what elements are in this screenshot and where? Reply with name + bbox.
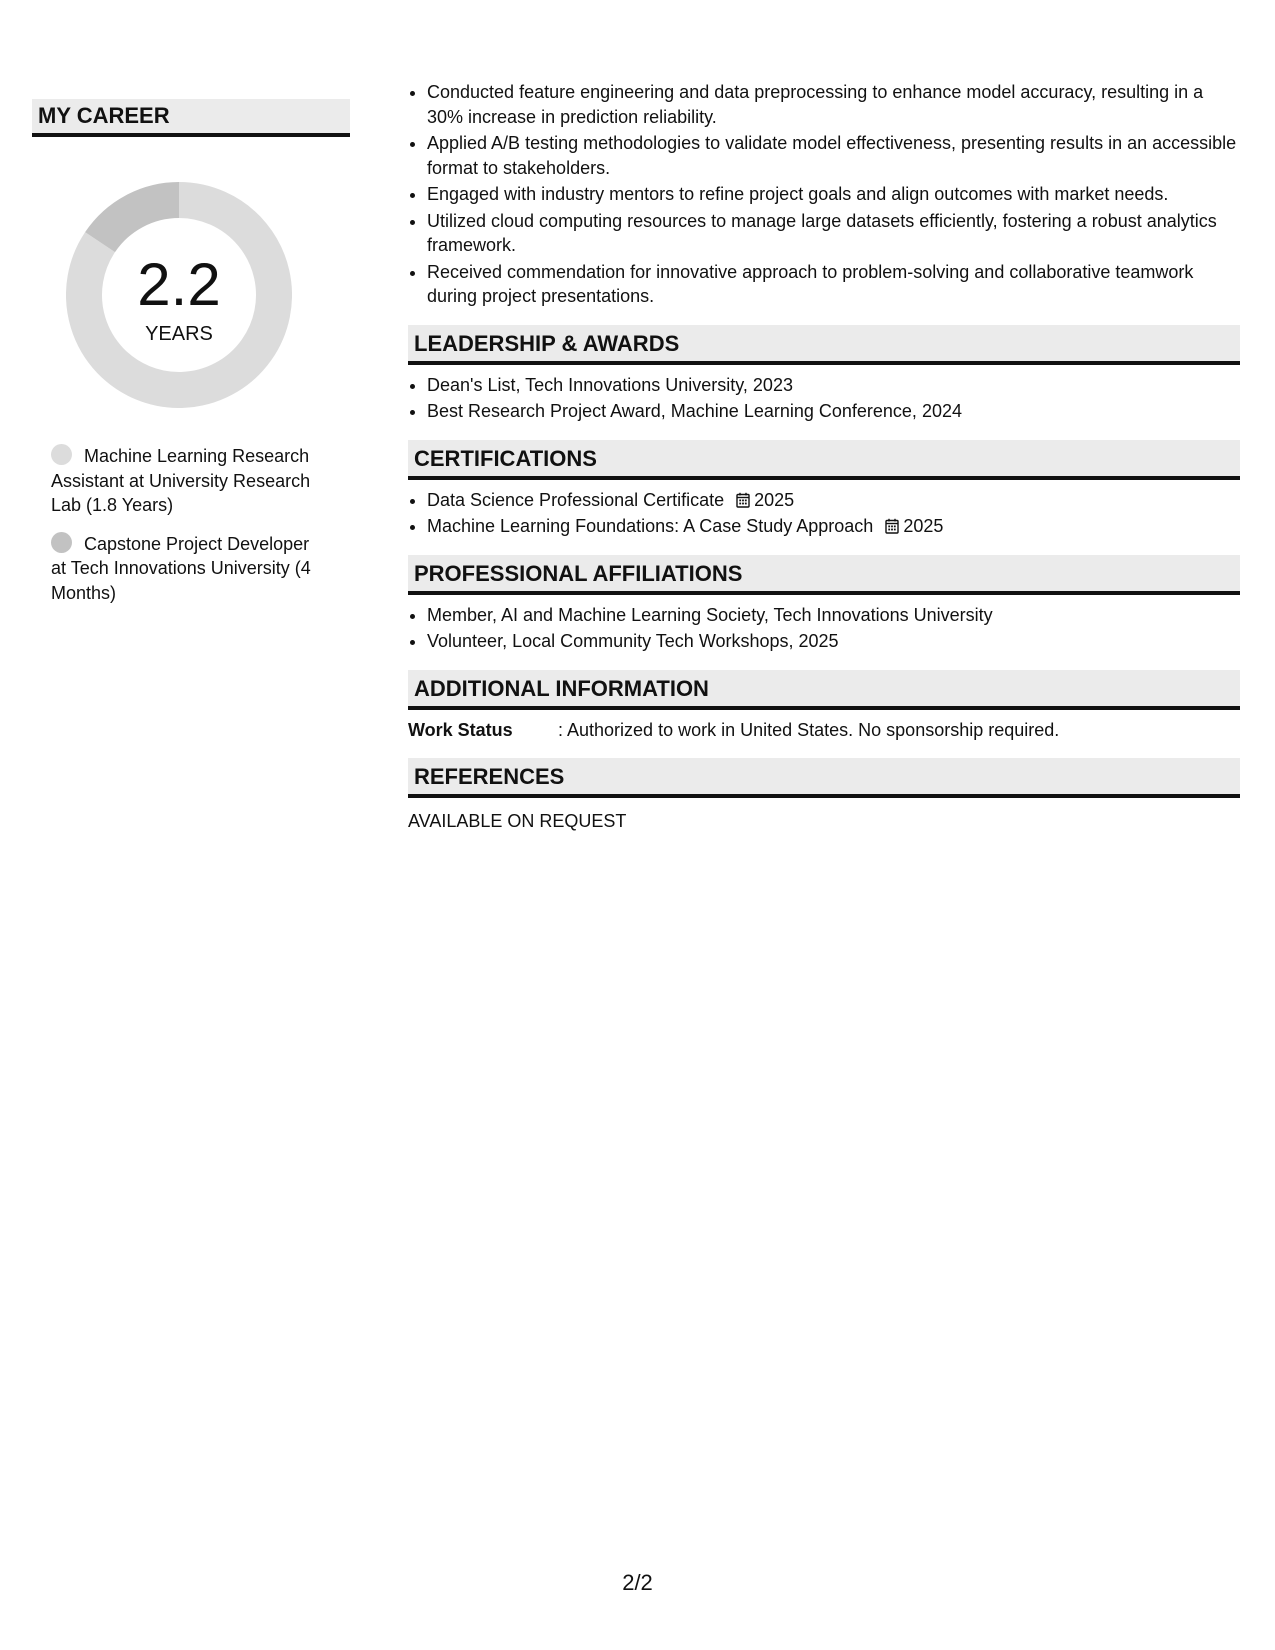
certification-item [427,488,1240,513]
leadership-item: • Best Research Project Award, Machine Learning Conference, 2024 [427,399,1240,424]
donut-segment-1 [100,200,179,242]
additional-heading: ADDITIONAL INFORMATION [408,670,1240,710]
experience-bullet: • Engaged with industry mentors to refine project goals and align outcomes with market needs. [427,182,1240,207]
legend-dot-icon [51,532,72,553]
references-text: AVAILABLE ON REQUEST [408,810,627,831]
certification-name: Machine Learning Foundations: A Case Study Approach [427,516,874,536]
career-legend-item [51,532,329,606]
references-heading: REFERENCES [408,758,1240,798]
affiliation-item: • Member, AI and Machine Learning Society, Tech Innovations University [427,603,1240,628]
work-status-row [408,718,1240,742]
career-item-label: Machine Learning Research Assistant at University Research Lab (1.8 Years) [51,446,311,515]
calendar-icon [885,518,899,534]
affiliation-item: • Volunteer, Local Community Tech Workshops, 2025 [427,629,1240,654]
experience-bullets [408,80,1240,309]
leadership-item: • Dean's List, Tech Innovations University, 2023 [427,373,1240,398]
certification-year: 2025 [754,489,795,510]
experience-bullet: • Received commendation for innovative approach to problem-solving and collaborative teamwork during project presentations. [427,260,1240,309]
calendar-icon [736,492,750,508]
affiliations-heading: PROFESSIONAL AFFILIATIONS [408,555,1240,595]
career-legend [32,444,329,605]
career-total-unit: YEARS [145,323,213,345]
career-legend-item [51,444,329,518]
page-number: 2/2 [622,1570,653,1595]
work-status-label: Work Status [408,719,513,740]
legend-dot-icon [51,444,72,465]
right-column [408,80,1240,833]
career-donut-chart [66,182,292,408]
certification-year: 2025 [903,516,944,536]
certification-item [427,514,1240,539]
career-item-label: Capstone Project Developer at Tech Innovations University (4 Months) [51,533,311,603]
career-total-value: 2.2 [137,251,221,318]
leadership-list [408,373,1240,424]
leadership-heading: LEADERSHIP & AWARDS [408,325,1240,365]
experience-bullet: • Utilized cloud computing resources to manage large datasets efficiently, fostering a robust analytics framework. [427,209,1240,258]
certifications-list [408,488,1240,539]
career-heading: MY CAREER [32,99,350,137]
certifications-heading: CERTIFICATIONS [408,440,1240,480]
left-column [32,99,350,619]
affiliations-list [408,603,1240,654]
certification-name: Data Science Professional Certificate [427,489,725,510]
experience-bullet: • Applied A/B testing methodologies to validate model effectiveness, presenting results in an accessible format to stakeholders. [427,131,1240,180]
experience-bullet: • Conducted feature engineering and data preprocessing to enhance model accuracy, resulting in a 30% increase in prediction reliability. [427,80,1240,129]
work-status-value: : Authorized to work in United States. No sponsorship required. [558,719,1060,740]
